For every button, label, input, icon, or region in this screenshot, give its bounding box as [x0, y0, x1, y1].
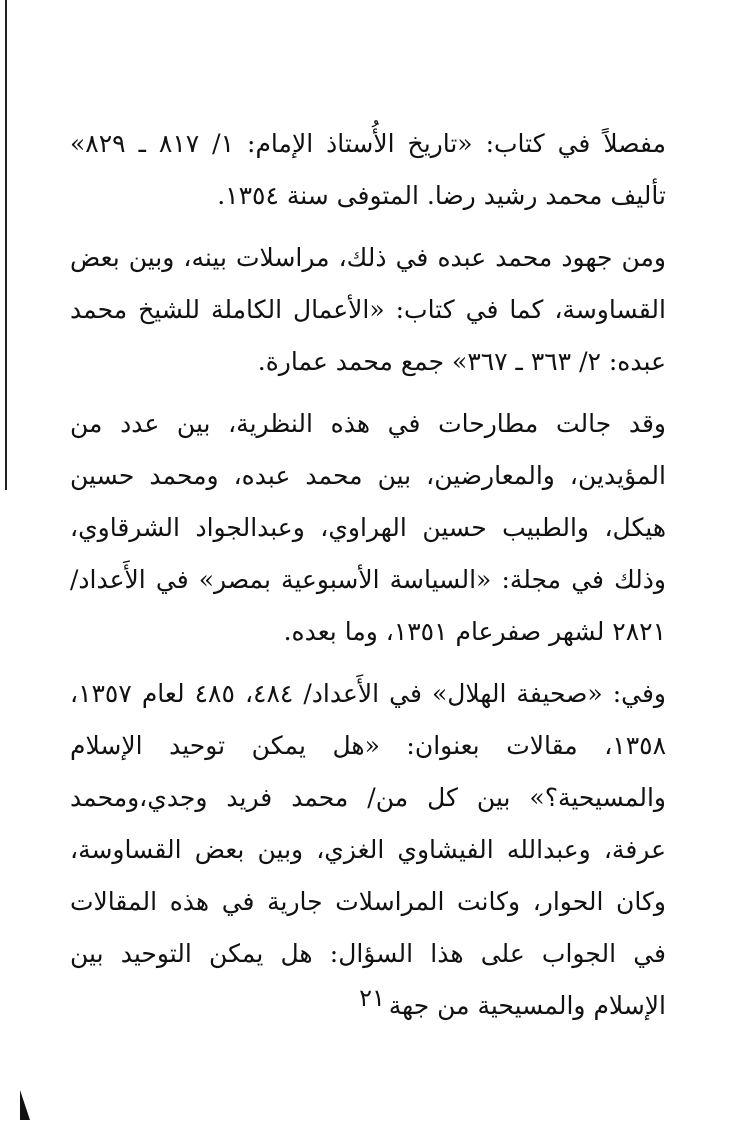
paragraph-2: ومن جهود محمد عبده في ذلك، مراسلات بينه، وبين بعض القساوسة، كما في كتاب: «الأعمال الكاملة للشيخ محمد عبده: ٢/ ٣٦٣ ـ ٣٦٧» جمع محمد عمارة.	[70, 243, 666, 376]
corner-mark	[20, 1090, 30, 1120]
page-number: ٢١	[359, 984, 385, 1012]
page-edge-line	[5, 0, 7, 490]
paragraph-3: وقد جالت مطارحات في هذه النظرية، بين عدد من المؤيدين، والمعارضين، بين محمد عبده، ومحمد حسين هيكل، والطبيب حسين الهراوي، وعبدالجواد الشرقاوي، وذلك في مجلة: «السياسة الأسبوعية بمصر» في الأَعداد/ ٢٨٢١ لشهر صفرعام ١٣٥١، وما بعده.	[70, 409, 666, 646]
paragraph-4: وفي: «صحيفة الهلال» في الأَعداد/ ٤٨٤، ٤٨٥ لعام ١٣٥٧، ١٣٥٨، مقالات بعنوان: «هل يمكن توحيد الإسلام والمسيحية؟» بين كل من/ محمد فريد وجدي،ومحمد عرفة، وعبدالله الفيشاوي الغزي، وبين بعض القساوسة، وكان الحوار، وكانت المراسلات جارية في هذه المقالات في الجواب على هذا السؤال: هل يمكن التوحيد بين الإسلام والمسيحية من جهة	[70, 679, 666, 1020]
paragraph-1: مفصلاً في كتاب: «تاريخ الأُستاذ الإمام: ١/ ٨١٧ ـ ٨٢٩» تأليف محمد رشيد رضا. المتوفى سنة ١٣٥٤.	[70, 129, 666, 210]
page-body	[70, 118, 666, 1032]
